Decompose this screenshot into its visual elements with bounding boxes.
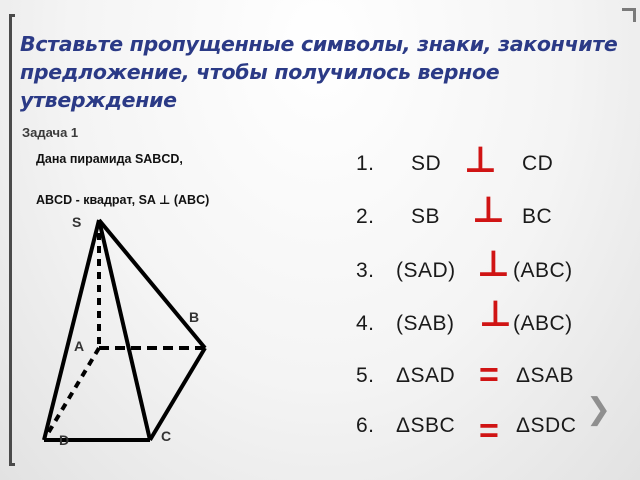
statement-left: ΔSAD	[396, 364, 456, 387]
statement-number: 6.	[356, 414, 375, 437]
equals-symbol: =	[479, 412, 499, 450]
statement-1	[356, 152, 554, 176]
statement-right: BC	[522, 205, 553, 228]
statement-right: (ABC)	[513, 312, 573, 335]
perpendicular-symbol: ⊥	[479, 293, 512, 334]
task-label: Задача 1	[22, 125, 79, 140]
statement-number: 3.	[356, 259, 375, 282]
statement-left: SB	[411, 205, 441, 228]
statement-right: ΔSDC	[516, 414, 577, 437]
vertex-label-c: C	[161, 428, 172, 444]
vertex-label-b: B	[189, 309, 200, 325]
statement-left: SD	[411, 152, 442, 175]
statement-right: (ABC)	[513, 259, 573, 282]
statement-left: (SAB)	[396, 312, 455, 335]
edge-sd	[44, 220, 99, 440]
chevron-right-icon[interactable]: ❯	[586, 393, 612, 426]
statement-3	[356, 259, 573, 283]
vertex-label-a: A	[74, 338, 85, 354]
statement-right: ΔSAB	[516, 364, 575, 387]
statement-number: 4.	[356, 312, 375, 335]
equals-symbol: =	[479, 356, 499, 394]
given-line-1: Дана пирамида SABCD,	[36, 152, 183, 166]
statement-4	[356, 312, 573, 336]
vertex-label-d: D	[59, 432, 70, 448]
statement-5	[356, 364, 575, 388]
slide-title: Вставьте пропущенные символы, знаки, закончите предложение, чтобы получилось верное утверждение	[20, 32, 618, 112]
statement-6	[356, 414, 577, 438]
given-line-2: ABCD - квадрат, SA ⊥ (ABC)	[36, 193, 210, 207]
perpendicular-symbol: ⊥	[464, 139, 497, 180]
statement-number: 2.	[356, 205, 375, 228]
statement-left: (SAD)	[396, 259, 456, 282]
statement-number: 5.	[356, 364, 375, 387]
statement-number: 1.	[356, 152, 375, 175]
statement-right: CD	[522, 152, 554, 175]
vertex-label-s: S	[72, 214, 82, 230]
edge-ad	[44, 348, 99, 440]
statement-left: ΔSBC	[396, 414, 456, 437]
perpendicular-symbol: ⊥	[477, 243, 510, 284]
perpendicular-symbol: ⊥	[472, 189, 505, 230]
edge-cb	[150, 348, 205, 440]
statement-2	[356, 205, 553, 229]
